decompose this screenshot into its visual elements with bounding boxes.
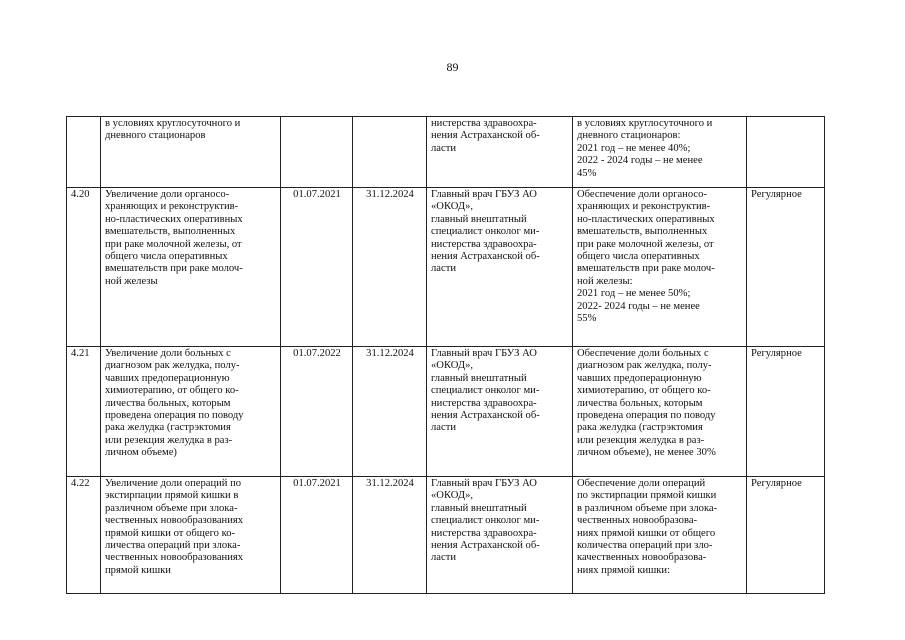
table-row [67,117,825,188]
start-date-cell: 01.07.2021 [281,477,353,594]
table-row [67,477,825,594]
end-date-cell: 31.12.2024 [353,477,427,594]
start-date-cell: 01.07.2022 [281,347,353,477]
responsible-cell: Главный врач ГБУЗ АО «ОКОД», главный внештатный специалист онколог ми- нистерства здравоохра- нения Астраханской об- ласти [427,477,573,594]
type-cell [747,117,825,188]
table-row [67,347,825,477]
result-cell: Обеспечение доли больных с диагнозом рак желудка, полу- чавших предоперационную химиотерапию, от общего ко- личества больных, которым проведена операция по поводу рака желудка (гастрэктомия или резекция желудка в раз- личном объеме), не менее 30% [573,347,747,477]
page-number: 89 [446,60,459,74]
end-date-cell: 31.12.2024 [353,347,427,477]
row-number-cell [67,117,101,188]
responsible-cell: Главный врач ГБУЗ АО «ОКОД», главный внештатный специалист онколог ми- нистерства здравоохра- нения Астраханской об- ласти [427,188,573,347]
event-cell: Увеличение доли операций по экстирпации прямой кишки в различном объеме при злока- чественных новообразованиях прямой кишки от общего ко- личества операций при злока- чественных новообразованиях прямой кишки [101,477,281,594]
event-cell: Увеличение доли больных с диагнозом рак желудка, полу- чавших предоперационную химиотерапию, от общего ко- личества больных, которым проведена операция по поводу рака желудка (гастрэктомия или резекция желудка в раз- личном объеме) [101,347,281,477]
start-date-cell: 01.07.2021 [281,188,353,347]
start-date-cell [281,117,353,188]
end-date-cell [353,117,427,188]
table-row [67,188,825,347]
event-cell: в условиях круглосуточного и дневного стационаров [101,117,281,188]
row-number-cell: 4.20 [67,188,101,347]
measures-table [66,116,825,594]
responsible-cell: Главный врач ГБУЗ АО «ОКОД», главный внештатный специалист онколог ми- нистерства здравоохра- нения Астраханской об- ласти [427,347,573,477]
type-cell: Регулярное [747,347,825,477]
end-date-cell: 31.12.2024 [353,188,427,347]
row-number-cell: 4.21 [67,347,101,477]
responsible-cell: нистерства здравоохра- нения Астраханской об- ласти [427,117,573,188]
type-cell: Регулярное [747,477,825,594]
event-cell: Увеличение доли органосо- храняющих и реконструктив- но-пластических оперативных вмешательств, выполненных при раке молочной железы, от общего числа оперативных вмешательств при раке молоч- ной железы [101,188,281,347]
result-cell: Обеспечение доли операций по экстирпации прямой кишки в различном объеме при злока- чественных новообразова- ниях прямой кишки от общего количества операций при зло- качественных новообразова- ниях прямой кишки: [573,477,747,594]
row-number-cell: 4.22 [67,477,101,594]
result-cell: в условиях круглосуточного и дневного стационаров: 2021 год – не менее 40%; 2022 - 2024 годы – не менее 45% [573,117,747,188]
result-cell: Обеспечение доли органосо- храняющих и реконструктив- но-пластических оперативных вмешательств, выполненных при раке молочной железы, от общего числа оперативных вмешательств при раке молоч- ной железы: 2021 год – не менее 50%; 2022- 2024 годы – не менее 55% [573,188,747,347]
type-cell: Регулярное [747,188,825,347]
